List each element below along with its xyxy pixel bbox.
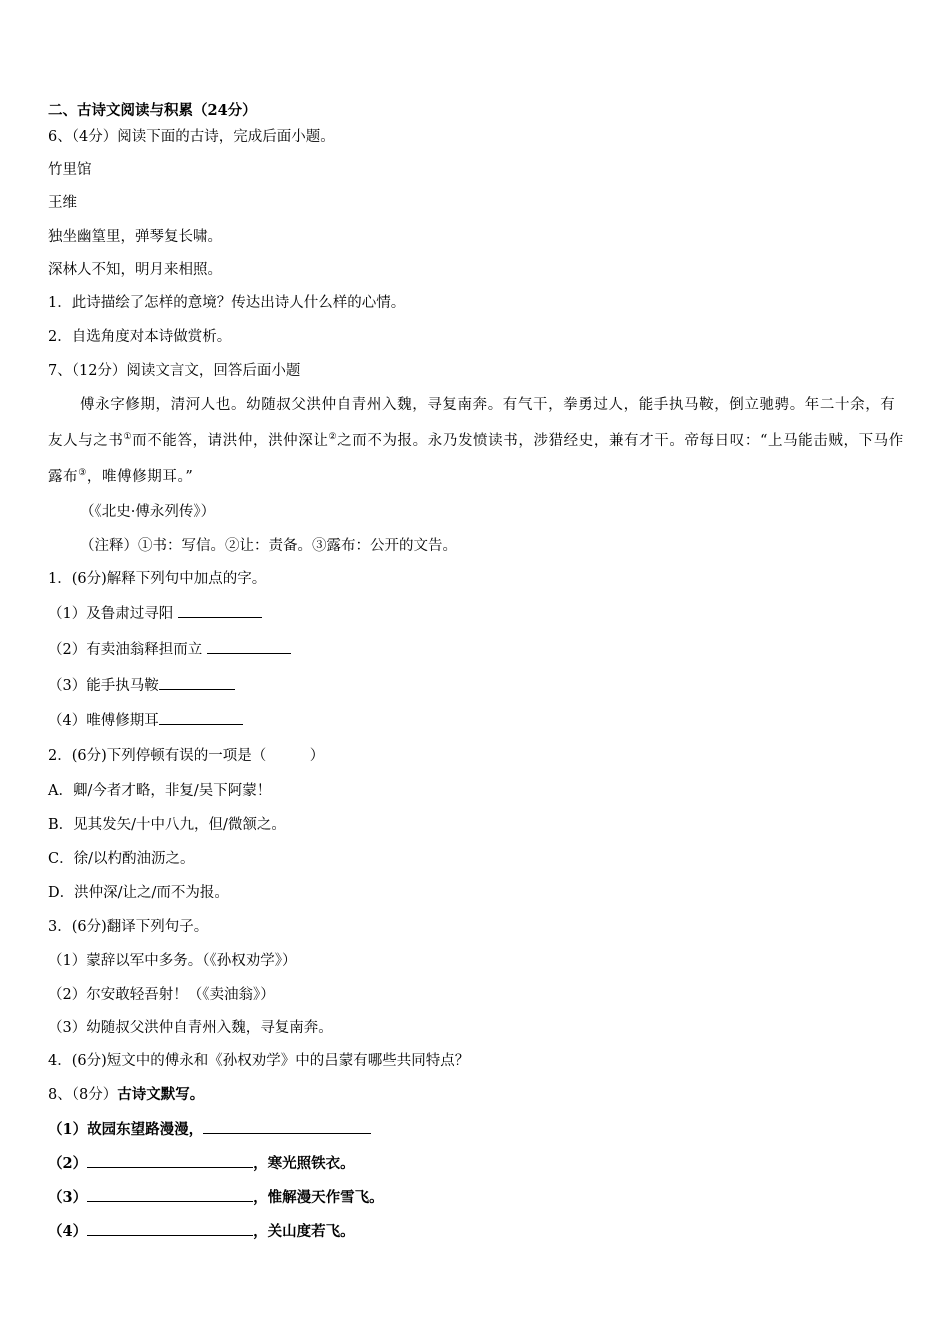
q7-sub3-item-2: （2）尔安敢轻吾射！（《卖油翁》） [48, 987, 275, 1003]
q6-sub2: 2．自选角度对本诗做赏析。 [48, 329, 232, 345]
poem-line-1: 独坐幽篁里，弹琴复长啸。 [48, 229, 222, 245]
q7-sub1-item-4: （4）唯傅修期耳 [48, 710, 243, 731]
q7-sub2-option-c: C．徐/以杓酌油沥之。 [48, 851, 195, 867]
q6-sub1: 1．此诗描绘了怎样的意境？传达出诗人什么样的心情。 [48, 295, 406, 311]
passage-part-2: 而不能答，请洪仲，洪仲深让 [132, 433, 329, 449]
q8-item-1: （1）故园东望路漫漫， [48, 1119, 371, 1140]
passage-part-1: 傅永字修期，清河人也。幼随叔父洪仲自青州入魏，寻复南奔。有气干，拳勇过人，能手执马鞍，倒立驰骋。年二十余，有友人与之书 [48, 397, 896, 449]
q7-sub2-option-b: B．见其发矢/十中八九，但/微颔之。 [48, 817, 286, 833]
q7-sub1-item-2: （2）有卖油翁释担而立 [48, 639, 291, 660]
q8-item-4: （4） ，关山度若飞。 [48, 1223, 355, 1240]
answer-blank[interactable] [159, 675, 235, 690]
note-mark-3: ③ [78, 468, 87, 479]
q7-sub1-item-1: （1）及鲁肃过寻阳 [48, 603, 262, 624]
q7-sub3-item-3: （3）幼随叔父洪仲自青州入魏，寻复南奔。 [48, 1020, 333, 1036]
q7-sub4: 4．(6分)短文中的傅永和《孙权劝学》中的吕蒙有哪些共同特点？ [48, 1053, 470, 1069]
passage-part-4: ，唯傅修期耳。” [86, 469, 194, 485]
poem-line-2: 深林人不知，明月来相照。 [48, 262, 222, 278]
note-mark-2: ② [328, 432, 338, 443]
q7-sub2-option-a: A．卿/今者才略，非复/吴下阿蒙！ [48, 783, 272, 799]
q8-header: 8、（8分）古诗文默写。 [48, 1086, 205, 1103]
q8-item-3: （3） ，惟解漫天作雪飞。 [48, 1189, 384, 1206]
q6-header: 6、（4分）阅读下面的古诗，完成后面小题。 [48, 129, 335, 145]
poem-author: 王维 [48, 195, 77, 211]
classical-passage [48, 387, 908, 495]
answer-blank[interactable] [178, 603, 262, 618]
q7-sub1-header: 1．(6分)解释下列句中加点的字。 [48, 571, 267, 587]
answer-blank[interactable] [159, 710, 243, 725]
q7-sub2-option-d: D．洪仲深/让之/而不为报。 [48, 885, 229, 901]
passage-part-3: 之而不为报。永乃发愤读书，涉猎经史，兼有才干。帝每日叹：“上马能击贼，下马作露布 [48, 433, 904, 485]
q7-sub2-header: 2．(6分)下列停顿有误的一项是（ ） [48, 748, 325, 764]
passage-source: （《北史·傅永列传》） [80, 504, 216, 520]
passage-notes: （注释）①书：写信。②让：责备。③露布：公开的文告。 [80, 538, 457, 554]
answer-blank[interactable] [87, 1153, 253, 1168]
q7-sub3-header: 3．(6分)翻译下列句子。 [48, 919, 209, 935]
poem-title: 竹里馆 [48, 162, 92, 178]
answer-blank[interactable] [87, 1221, 253, 1236]
q7-sub3-item-1: （1）蒙辞以军中多务。（《孙权劝学》） [48, 953, 297, 969]
note-mark-1: ① [123, 432, 133, 443]
answer-blank[interactable] [203, 1119, 371, 1134]
q8-item-2: （2） ，寒光照铁衣。 [48, 1155, 355, 1172]
answer-blank[interactable] [207, 639, 291, 654]
q7-header: 7、（12分）阅读文言文，回答后面小题 [48, 363, 301, 379]
answer-blank[interactable] [87, 1187, 253, 1202]
section-title: 二、古诗文阅读与积累（24分） [48, 102, 257, 119]
q7-sub1-item-3: （3）能手执马鞍 [48, 675, 235, 696]
